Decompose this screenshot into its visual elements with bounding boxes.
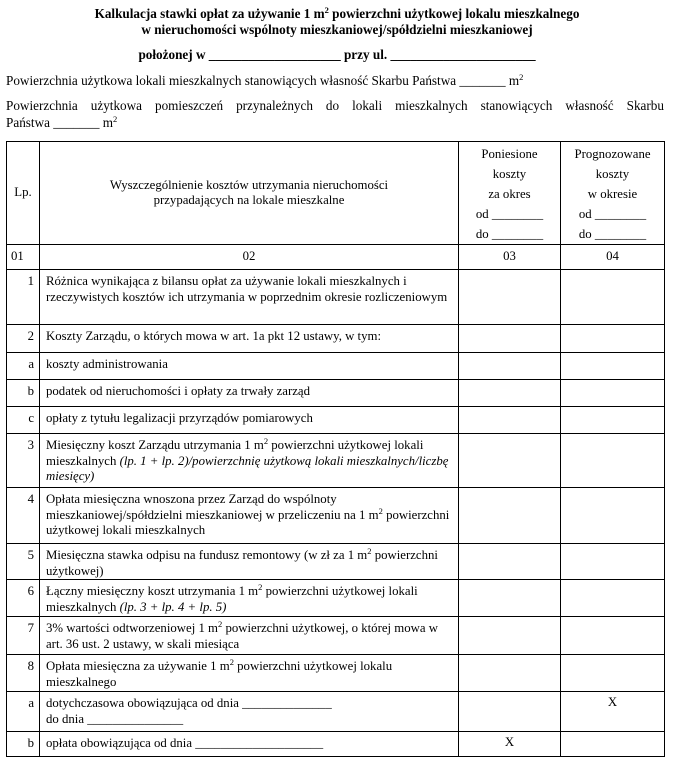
- forecast-cost-cell[interactable]: [561, 434, 665, 488]
- table-row: [7, 407, 665, 434]
- header-forecast-costs: Prognozowane koszty w okresie od ________ do ________: [561, 142, 665, 245]
- row-lp: b: [7, 380, 40, 407]
- table-row: [7, 544, 665, 580]
- incurred-cost-cell[interactable]: [459, 270, 561, 325]
- document-title-line2: w nieruchomości wspólnoty mieszkaniowej/spółdzielni mieszkaniowej: [141, 22, 533, 37]
- forecast-cost-cell[interactable]: [561, 488, 665, 544]
- row-description: Opłata miesięczna za używanie 1 $m^2$ powierzchni użytkowej lokalu mieszkalnego: [40, 655, 459, 692]
- row-lp: 6: [7, 580, 40, 617]
- forecast-cost-cell[interactable]: [561, 580, 665, 617]
- forecast-cost-cell[interactable]: X: [561, 692, 665, 732]
- table-header-row: [7, 142, 665, 245]
- table-row: [7, 353, 665, 380]
- incurred-cost-cell[interactable]: [459, 617, 561, 655]
- row-lp: 4: [7, 488, 40, 544]
- row-description: podatek od nieruchomości i opłaty za trwały zarząd: [40, 380, 459, 407]
- row-lp: 5: [7, 544, 40, 580]
- row-description: opłaty z tytułu legalizacji przyrządów pomiarowych: [40, 407, 459, 434]
- cost-calculation-table: [6, 141, 665, 757]
- row-lp: 8: [7, 655, 40, 692]
- row-lp: b: [7, 732, 40, 757]
- header-incurred-costs: Poniesione koszty za okres od ________ do ________: [459, 142, 561, 245]
- table-row: [7, 692, 665, 732]
- column-number: 04: [561, 245, 665, 270]
- incurred-cost-cell[interactable]: [459, 544, 561, 580]
- incurred-cost-cell[interactable]: [459, 407, 561, 434]
- table-row: [7, 732, 665, 757]
- table-row: [7, 380, 665, 407]
- row-lp: a: [7, 353, 40, 380]
- table-row: [7, 488, 665, 544]
- column-number: 01: [7, 245, 40, 270]
- row-lp: 1: [7, 270, 40, 325]
- row-description: Miesięczny koszt Zarządu utrzymania 1 $m^2$ powierzchni użytkowej lokali mieszkalnych (lp. 1 + lp. 2)/powierzchnię użytkową lokali mieszkalnych/liczbę miesięcy): [40, 434, 459, 488]
- forecast-cost-cell[interactable]: [561, 407, 665, 434]
- document-title-line1: Kalkulacja stawki opłat za używanie 1 $m^2$ powierzchni użytkowej lokalu mieszkalnego: [94, 5, 580, 21]
- area-residential-paragraph: Powierzchnia użytkowa lokali mieszkalnych stanowiących własność Skarbu Państwa _______ $m^2$: [6, 72, 524, 88]
- incurred-cost-cell[interactable]: [459, 655, 561, 692]
- column-number: 02: [40, 245, 459, 270]
- row-description: dotychczasowa obowiązująca od dnia ______________ do dnia _______________: [40, 692, 459, 732]
- row-lp: c: [7, 407, 40, 434]
- incurred-cost-cell[interactable]: [459, 353, 561, 380]
- forecast-cost-cell[interactable]: [561, 325, 665, 353]
- forecast-cost-cell[interactable]: [561, 380, 665, 407]
- forecast-cost-cell[interactable]: [561, 270, 665, 325]
- location-line: położonej w ____________________ przy ul. ______________________: [138, 47, 536, 62]
- row-lp: 2: [7, 325, 40, 353]
- table-row: [7, 655, 665, 692]
- column-number: 03: [459, 245, 561, 270]
- table-row: [7, 270, 665, 325]
- row-description: opłata obowiązująca od dnia ____________________: [40, 732, 459, 757]
- forecast-cost-cell[interactable]: [561, 353, 665, 380]
- column-number-row: [7, 245, 665, 270]
- row-description: Łączny miesięczny koszt utrzymania 1 $m^2$ powierzchni użytkowej lokali mieszkalnych (lp. 3 + lp. 4 + lp. 5): [40, 580, 459, 617]
- incurred-cost-cell[interactable]: [459, 488, 561, 544]
- incurred-cost-cell[interactable]: [459, 380, 561, 407]
- row-description: Różnica wynikająca z bilansu opłat za używanie lokali mieszkalnych i rzeczywistych kosztów ich utrzymania w poprzednim okresie rozliczeniowym: [40, 270, 459, 325]
- table-row: [7, 617, 665, 655]
- incurred-cost-cell[interactable]: [459, 325, 561, 353]
- header-description: Wyszczególnienie kosztów utrzymania nieruchomości przypadających na lokale mieszkalne: [40, 142, 459, 245]
- incurred-cost-cell[interactable]: X: [459, 732, 561, 757]
- incurred-cost-cell[interactable]: [459, 692, 561, 732]
- header-lp: Lp.: [7, 142, 40, 245]
- row-description: koszty administrowania: [40, 353, 459, 380]
- area-auxiliary-paragraph: Powierzchnia użytkowa pomieszczeń przynależnych do lokali mieszkalnych stanowiących własność Skarbu Państwa _______ $m^2$: [6, 98, 664, 130]
- row-description: Opłata miesięczna wnoszona przez Zarząd do wspólnoty mieszkaniowej/spółdzielni mieszkaniowej w przeliczeniu na 1 $m^2$ powierzchni użytkowej lokali mieszkalnych: [40, 488, 459, 544]
- forecast-cost-cell[interactable]: [561, 655, 665, 692]
- table-row: [7, 325, 665, 353]
- row-description: Miesięczna stawka odpisu na fundusz remontowy (w zł za 1 $m^2$ powierzchni użytkowej): [40, 544, 459, 580]
- forecast-cost-cell[interactable]: [561, 544, 665, 580]
- incurred-cost-cell[interactable]: [459, 580, 561, 617]
- table-row: [7, 580, 665, 617]
- row-lp: 7: [7, 617, 40, 655]
- incurred-cost-cell[interactable]: [459, 434, 561, 488]
- row-lp: a: [7, 692, 40, 732]
- row-description: Koszty Zarządu, o których mowa w art. 1a pkt 12 ustawy, w tym:: [40, 325, 459, 353]
- forecast-cost-cell[interactable]: [561, 617, 665, 655]
- table-row: [7, 434, 665, 488]
- forecast-cost-cell[interactable]: [561, 732, 665, 757]
- row-lp: 3: [7, 434, 40, 488]
- row-description: 3% wartości odtworzeniowej 1 $m^2$ powierzchni użytkowej, o której mowa w art. 36 ust. 2 ustawy, w skali miesiąca: [40, 617, 459, 655]
